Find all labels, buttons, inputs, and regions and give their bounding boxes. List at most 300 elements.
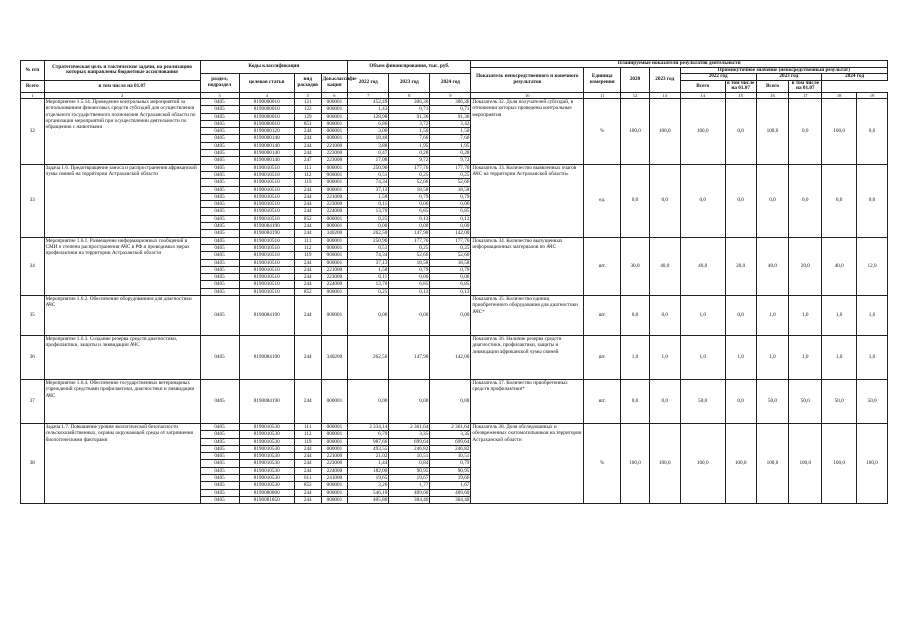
tselevaya-cell: 8190010510 (239, 288, 294, 295)
vid-cell: 111 (294, 423, 321, 430)
tselevaya-cell: 8190080800 (239, 489, 294, 496)
tselevaya-cell: 8190010510 (239, 237, 294, 244)
vid-cell: 112 (294, 171, 321, 178)
tselevaya-cell: 8190010510 (239, 201, 294, 208)
vid-cell: 244 (294, 445, 321, 452)
vid-cell: 244 (294, 193, 321, 200)
indicator-value: 1,0 (822, 295, 857, 335)
tselevaya-cell: 8190010510 (239, 171, 294, 178)
header-2022: 2022 год (348, 74, 389, 93)
header-razdel: раздел, подраздел (200, 74, 239, 93)
tselevaya-cell: 8190010530 (239, 438, 294, 445)
funding-2023-cell: 0,13 (389, 288, 430, 295)
tselevaya-cell: 8190081850 (239, 496, 294, 503)
funding-2024-cell: 409,60 (430, 489, 471, 496)
funding-2023-cell: 246,82 (389, 445, 430, 452)
funding-2022-cell: 17,08 (348, 157, 389, 164)
funding-2023-cell: 699,64 (389, 438, 430, 445)
indicator-value: 1,0 (789, 335, 822, 379)
vid-cell: 244 (294, 201, 321, 208)
funding-2023-cell: 9,72 (389, 157, 430, 164)
indicator-value: 1,0 (756, 335, 789, 379)
funding-2023-cell: 177,76 (389, 237, 430, 244)
indicator-value: 0,0 (725, 164, 756, 237)
indicator-value: 1,0 (857, 335, 888, 379)
tselevaya-cell: 8190010530 (239, 460, 294, 467)
razdel-cell: 0405 (200, 157, 239, 164)
funding-2022-cell: 13,70 (348, 208, 389, 215)
funding-2024-cell: 699,64 (430, 438, 471, 445)
funding-2024-cell: 90,95 (430, 467, 471, 474)
funding-2023-cell: 19,67 (389, 475, 430, 482)
indicator-value: 40,0 (756, 237, 789, 295)
tselevaya-cell: 8190000010 (239, 113, 294, 120)
funding-2022-cell: 405,80 (348, 496, 389, 503)
razdel-cell: 0405 (200, 266, 239, 273)
funding-indicators-table (20, 60, 888, 504)
indicator-value: 12,0 (857, 237, 888, 295)
dop-cell: 000001 (321, 244, 348, 251)
funding-2023-cell: 0,25 (389, 244, 430, 251)
funding-2023-cell: 0,06 (389, 201, 430, 208)
funding-2023-cell: 90,95 (389, 467, 430, 474)
vid-cell: 244 (294, 295, 321, 335)
funding-2023-cell: 0,84 (389, 460, 430, 467)
column-number: 15 (725, 92, 756, 98)
header-goal: Стратегическая цель и тактические задачи, на реализацию которых направлены бюджетные ассигнования (44, 61, 200, 81)
funding-2023-cell: 0,79 (389, 193, 430, 200)
table-row (21, 164, 888, 171)
dop-cell: 000001 (321, 379, 348, 423)
funding-2022-cell: 0,51 (348, 171, 389, 178)
tselevaya-cell: 8190010510 (239, 244, 294, 251)
indicator-value: 40,0 (680, 237, 725, 295)
tselevaya-cell: 8190010510 (239, 281, 294, 288)
tselevaya-cell: 8190010530 (239, 475, 294, 482)
column-number: 6 (321, 92, 348, 98)
funding-2024-cell: 19,66 (430, 475, 471, 482)
dop-cell: 224000 (321, 467, 348, 474)
dop-cell: 340200 (321, 230, 348, 237)
indicator-value: 0,0 (756, 164, 789, 237)
table-row (21, 379, 888, 423)
indicator-value: 50,0 (857, 379, 888, 423)
razdel-cell: 0405 (200, 453, 239, 460)
dop-cell: 000001 (321, 179, 348, 186)
dop-cell: 000001 (321, 295, 348, 335)
indicator-value: 1,0 (725, 335, 756, 379)
razdel-cell: 0405 (200, 223, 239, 230)
funding-2024-cell: 0,00 (430, 295, 471, 335)
funding-2024-cell: 6,85 (430, 208, 471, 215)
indicator-value: 1,0 (680, 295, 725, 335)
table-row (21, 98, 888, 105)
vid-cell: 852 (294, 288, 321, 295)
row-number: 35 (21, 295, 45, 335)
tselevaya-cell: 8190084190 (239, 295, 294, 335)
indicator-value: 1,0 (649, 335, 680, 379)
vid-cell: 244 (294, 128, 321, 135)
header-no: № п/п (21, 61, 45, 81)
column-number: 17 (789, 92, 822, 98)
column-number: 2 (44, 92, 200, 98)
vid-cell: 244 (294, 460, 321, 467)
column-number: 12 (621, 92, 650, 98)
funding-2023-cell: 0,00 (389, 223, 430, 230)
row-number: 38 (21, 423, 45, 503)
header-dop: Доп.классифи-кация (321, 74, 348, 93)
funding-2023-cell: 0,13 (389, 215, 430, 222)
dop-cell: 000001 (321, 120, 348, 127)
indicator-text: Показатель 36. Наличие резерва средств диагностики, профилактики, защиты и ликвидации африканской чумы свиней (471, 335, 584, 379)
funding-2024-cell: 0,28 (430, 150, 471, 157)
header-2023-plan: 2023 год (649, 67, 680, 92)
razdel-cell: 0405 (200, 128, 239, 135)
goal-text: Задача 1.6. Предотвращение заноса и распространения африканской чумы свиней на территории Астраханской области (44, 164, 200, 237)
funding-2023-cell: 7,66 (389, 135, 430, 142)
funding-2023-cell: 0,28 (389, 150, 430, 157)
funding-2022-cell: 1,58 (348, 193, 389, 200)
indicator-value: 100,0 (725, 423, 756, 503)
dop-cell: 223000 (321, 157, 348, 164)
funding-2023-cell: 0,00 (389, 379, 430, 423)
table-row (21, 237, 888, 244)
header-vid: вид расходов (294, 74, 321, 93)
funding-2024-cell: 2 361,64 (430, 423, 471, 430)
funding-2024-cell: 52,66 (430, 179, 471, 186)
tselevaya-cell: 8190010510 (239, 208, 294, 215)
indicator-value: 1,0 (857, 295, 888, 335)
row-number: 33 (21, 164, 45, 237)
funding-2024-cell: 142,00 (430, 335, 471, 379)
vid-cell: 244 (294, 453, 321, 460)
funding-2024-cell: 1,50 (430, 128, 471, 135)
dop-cell: 000001 (321, 252, 348, 259)
dop-cell: 000001 (321, 445, 348, 452)
tselevaya-cell: 8190010530 (239, 423, 294, 430)
tselevaya-cell: 8190010510 (239, 164, 294, 171)
funding-2024-cell: 0,25 (430, 171, 471, 178)
funding-2023-cell: 2 361,64 (389, 423, 430, 430)
column-number: 19 (857, 92, 888, 98)
goal-text: Мероприятие 1.5.14. Проведение контрольных мероприятий за использованием финансовых средств субсидий для осуществления отдельного государственного полномочия Астраханской области по организации мероприятий при осуществлении деятельности по обращению с животными (44, 98, 200, 164)
funding-2023-cell: 0,25 (389, 171, 430, 178)
indicator-text: Показатель 35. Количество единиц приобретенного оборудования для диагностики АЧС* (471, 295, 584, 335)
indicator-value: 0,0 (649, 379, 680, 423)
funding-2022-cell: 37,13 (348, 186, 389, 193)
razdel-cell: 0405 (200, 208, 239, 215)
indicator-value: 0,0 (725, 98, 756, 164)
funding-2022-cell: 182,00 (348, 467, 389, 474)
column-number: 4 (239, 92, 294, 98)
dop-cell: 000001 (321, 496, 348, 503)
indicator-value: 1,0 (756, 295, 789, 335)
vid-cell: 852 (294, 215, 321, 222)
header-2024: 2024 год (430, 74, 471, 93)
indicator-value: 1,0 (789, 295, 822, 335)
razdel-cell: 0405 (200, 259, 239, 266)
vid-cell: 244 (294, 223, 321, 230)
funding-2024-cell: 0,06 (430, 201, 471, 208)
header-vtom: в том числе на 01.07 (789, 80, 822, 92)
header-tselevaya: целевая статья (239, 74, 294, 93)
dop-cell: 221000 (321, 193, 348, 200)
vid-cell: 244 (294, 467, 321, 474)
indicator-value: 100,0 (789, 423, 822, 503)
funding-2023-cell: 0,79 (389, 266, 430, 273)
header-vsego: Всего (680, 80, 725, 92)
razdel-cell: 0405 (200, 496, 239, 503)
indicator-value: 0,0 (621, 164, 650, 237)
dop-cell: 000001 (321, 423, 348, 430)
dop-cell: 221000 (321, 142, 348, 149)
unit-cell: % (584, 98, 621, 164)
goal-text: Мероприятие 1.6.2. Обеспечение оборудованием для диагностики АЧС (44, 295, 200, 335)
indicator-value: 0,0 (621, 379, 650, 423)
header-vtom: в том числе на 01.07 (44, 80, 200, 92)
razdel-cell: 0405 (200, 215, 239, 222)
funding-2023-cell: 18,58 (389, 186, 430, 193)
funding-2022-cell: 987,66 (348, 438, 389, 445)
funding-2024-cell: 246,82 (430, 445, 471, 452)
razdel-cell: 0405 (200, 193, 239, 200)
vid-cell: 121 (294, 98, 321, 105)
funding-2023-cell: 304,40 (389, 496, 430, 503)
funding-2022-cell: 19,65 (348, 475, 389, 482)
funding-2024-cell: 0,79 (430, 266, 471, 273)
indicator-value: 0,0 (857, 98, 888, 164)
funding-2022-cell: 6,86 (348, 120, 389, 127)
funding-2024-cell: 0,00 (430, 379, 471, 423)
header-codes: Коды классификации (200, 61, 348, 74)
header-unit: Единица измерения (584, 67, 621, 92)
funding-2023-cell: 147,90 (389, 335, 430, 379)
dop-cell: 223000 (321, 150, 348, 157)
funding-2024-cell: 10,51 (430, 453, 471, 460)
funding-2022-cell: 250,96 (348, 237, 389, 244)
dop-cell: 224000 (321, 208, 348, 215)
razdel-cell: 0405 (200, 120, 239, 127)
razdel-cell: 0405 (200, 164, 239, 171)
indicator-value: 100,0 (621, 98, 650, 164)
funding-2024-cell: 52,66 (430, 252, 471, 259)
column-number: 1 (21, 92, 45, 98)
funding-2023-cell: 409,60 (389, 489, 430, 496)
funding-2023-cell: 18,58 (389, 259, 430, 266)
tselevaya-cell: 8190010510 (239, 179, 294, 186)
dop-cell: 221000 (321, 266, 348, 273)
dop-cell: 241000 (321, 475, 348, 482)
dop-cell: 000001 (321, 113, 348, 120)
indicator-value: 100,0 (680, 423, 725, 503)
vid-cell: 244 (294, 274, 321, 281)
razdel-cell: 0405 (200, 295, 239, 335)
razdel-cell: 0405 (200, 186, 239, 193)
dop-cell: 000001 (321, 106, 348, 113)
tselevaya-cell: 8190000140 (239, 150, 294, 157)
razdel-cell: 0405 (200, 489, 239, 496)
tselevaya-cell: 8190000010 (239, 106, 294, 113)
funding-2024-cell: 0,06 (430, 274, 471, 281)
funding-2023-cell: 1,50 (389, 128, 430, 135)
row-number: 32 (21, 98, 45, 164)
tselevaya-cell: 8190084190 (239, 230, 294, 237)
indicator-value: 50,0 (822, 379, 857, 423)
column-number: 5 (294, 92, 321, 98)
razdel-cell: 0405 (200, 335, 239, 379)
tselevaya-cell: 8190000120 (239, 128, 294, 135)
funding-2023-cell: 52,66 (389, 179, 430, 186)
dop-cell: 000001 (321, 164, 348, 171)
tselevaya-cell: 8190010510 (239, 215, 294, 222)
funding-2023-cell: 91,36 (389, 113, 430, 120)
tselevaya-cell: 8190010510 (239, 274, 294, 281)
table-row (21, 423, 888, 430)
header-g2022: 2022 год (680, 74, 756, 81)
dop-cell: 000001 (321, 215, 348, 222)
vid-cell: 244 (294, 281, 321, 288)
vid-cell: 244 (294, 135, 321, 142)
indicator-value: 100,0 (680, 98, 725, 164)
indicator-text: Показатель 37. Количество приобретенных средств профилактики* (471, 379, 584, 423)
indicator-value: 1,0 (621, 335, 650, 379)
indicator-value: 1,0 (822, 335, 857, 379)
dop-cell: 000001 (321, 98, 348, 105)
funding-2022-cell: 493,55 (348, 445, 389, 452)
razdel-cell: 0405 (200, 201, 239, 208)
funding-2024-cell: 306,36 (430, 98, 471, 105)
razdel-cell: 0405 (200, 423, 239, 430)
razdel-cell: 0405 (200, 237, 239, 244)
razdel-cell: 0405 (200, 106, 239, 113)
funding-2022-cell: 1,44 (348, 460, 389, 467)
tselevaya-cell: 8190010510 (239, 186, 294, 193)
dop-cell: 224000 (321, 281, 348, 288)
dop-cell: 000001 (321, 288, 348, 295)
indicator-text: Показатель 33. Количество выявленных очагов АЧС на территории Астраханской области» (471, 164, 584, 237)
funding-2024-cell: 142,00 (430, 230, 471, 237)
vid-cell: 112 (294, 244, 321, 251)
tselevaya-cell: 8190010510 (239, 259, 294, 266)
row-number: 37 (21, 379, 45, 423)
column-number: 13 (649, 92, 680, 98)
tselevaya-cell: 8190010530 (239, 431, 294, 438)
razdel-cell: 0405 (200, 288, 239, 295)
funding-2023-cell: 1,95 (389, 142, 430, 149)
funding-2022-cell: 13,70 (348, 281, 389, 288)
unit-cell: % (584, 423, 621, 503)
tselevaya-cell: 8190010510 (239, 193, 294, 200)
tselevaya-cell: 8190000140 (239, 142, 294, 149)
funding-2022-cell: 1,43 (348, 106, 389, 113)
column-number: 18 (822, 92, 857, 98)
vid-cell: 244 (294, 335, 321, 379)
dop-cell: 000001 (321, 237, 348, 244)
indicator-value: 1,0 (680, 335, 725, 379)
indicator-value: 50,0 (789, 379, 822, 423)
indicator-value: 0,0 (789, 98, 822, 164)
vid-cell: 244 (294, 489, 321, 496)
razdel-cell: 0405 (200, 113, 239, 120)
funding-2022-cell: 1,58 (348, 266, 389, 273)
funding-2024-cell: 1,67 (430, 482, 471, 489)
razdel-cell: 0405 (200, 135, 239, 142)
dop-cell: 000001 (321, 171, 348, 178)
vid-cell: 244 (294, 379, 321, 423)
funding-2022-cell: 3,00 (348, 128, 389, 135)
indicator-value: 0,0 (725, 379, 756, 423)
tselevaya-cell: 8190010530 (239, 445, 294, 452)
funding-2022-cell: 0,25 (348, 215, 389, 222)
dop-cell: 000001 (321, 186, 348, 193)
funding-2024-cell: 0,13 (430, 215, 471, 222)
funding-2022-cell: 546,10 (348, 489, 389, 496)
dop-cell: 000001 (321, 431, 348, 438)
vid-cell: 851 (294, 120, 321, 127)
funding-2022-cell: 250,96 (348, 164, 389, 171)
indicator-text: Показатель 34. Количество выпущенных информационных материалов по АЧС (471, 237, 584, 295)
header-g2023: 2023 год (756, 74, 822, 81)
header-vtom: в том числе на 01.07 (726, 79, 755, 92)
column-number: 11 (584, 92, 621, 98)
header-planned: Планируемые показатели результатов деятельности (471, 61, 888, 68)
dop-cell: 000001 (321, 135, 348, 142)
vid-cell: 244 (294, 496, 321, 503)
indicator-value: 50,0 (756, 379, 789, 423)
goal-text: Задача 1.7. Повышение уровня экологической безопасности сельскохозяйственных, охраны окружающей среды от загрязнения биологическими факторами (44, 423, 200, 503)
vid-cell: 119 (294, 179, 321, 186)
vid-cell: 119 (294, 252, 321, 259)
funding-2023-cell: 0,06 (389, 274, 430, 281)
funding-2023-cell: 3,35 (389, 431, 430, 438)
dop-cell: 223000 (321, 274, 348, 281)
funding-2022-cell: 128,98 (348, 113, 389, 120)
tselevaya-cell: 8190010510 (239, 252, 294, 259)
funding-2024-cell: 7,66 (430, 135, 471, 142)
indicator-value: 100,0 (649, 423, 680, 503)
funding-2024-cell: 18,58 (430, 186, 471, 193)
header-g2024: 2024 год (822, 74, 888, 81)
razdel-cell: 0405 (200, 230, 239, 237)
funding-2024-cell: 177,76 (430, 164, 471, 171)
header-2023: 2023 год (389, 74, 430, 93)
indicator-value: 0,0 (680, 164, 725, 237)
funding-2023-cell: 306,36 (389, 98, 430, 105)
vid-cell: 244 (294, 230, 321, 237)
funding-2022-cell: 37,13 (348, 259, 389, 266)
column-number: 3 (200, 92, 239, 98)
indicator-text: Показатель 32. Доля получателей субсидий, в отношении которых проведены контрольные мероприятия (471, 98, 584, 164)
funding-2023-cell: 10,51 (389, 453, 430, 460)
unit-cell: шт. (584, 379, 621, 423)
tselevaya-cell: 8190084190 (239, 335, 294, 379)
indicator-value: 0,0 (649, 295, 680, 335)
indicator-value: 40,0 (649, 237, 680, 295)
funding-2024-cell: 91,36 (430, 113, 471, 120)
funding-2024-cell: 304,40 (430, 496, 471, 503)
funding-2023-cell: 6,85 (389, 281, 430, 288)
funding-2024-cell: 177,76 (430, 237, 471, 244)
funding-2023-cell: 3,72 (389, 120, 430, 127)
tselevaya-cell: 8190000010 (239, 120, 294, 127)
funding-2024-cell: 3,35 (430, 431, 471, 438)
column-number: 16 (756, 92, 789, 98)
goal-text: Мероприятие 1.6.1. Размещение информационных сообщений в СМИ о степени распространения АЧС в РФ и проводимых мерах профилактики на территории Астраханской области (44, 237, 200, 295)
vid-cell: 244 (294, 150, 321, 157)
dop-cell: 000001 (321, 482, 348, 489)
funding-2022-cell: 74,34 (348, 179, 389, 186)
tselevaya-cell: 8190084190 (239, 379, 294, 423)
